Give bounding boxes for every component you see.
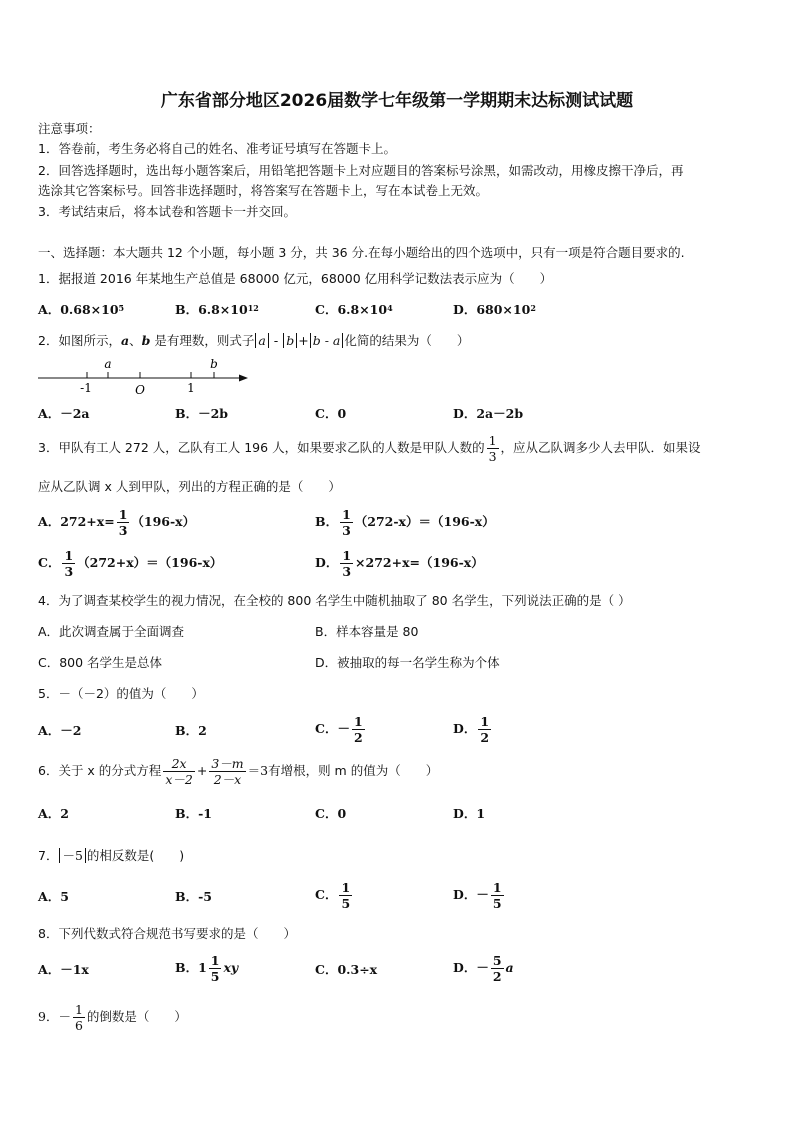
q6-stem: 6．关于 x 的分式方程 $\frac{2x}{x-2}$ + $\frac{3-m}{2-x}$ ＝3有增根，则 m 的值为（ ） bbox=[38, 756, 439, 787]
q4-option-c: C．800 名学生是总体 bbox=[38, 655, 163, 670]
q8-option-c: C．0.3÷x bbox=[315, 962, 378, 977]
notice-item-2-cont: 选涂其它答案标号。回答非选择题时，将答案写在答题卡上，写在本试卷上无效。 bbox=[38, 183, 489, 198]
section-heading: 一、选择题：本大题共 12 个小题，每小题 3 分，共 36 分.在每小题给出的四个选项中，只有一项是符合题目要求的. bbox=[38, 245, 685, 260]
number-line bbox=[36, 356, 250, 398]
label-b: b bbox=[210, 357, 218, 371]
q6-option-a: A．2 bbox=[38, 806, 69, 821]
q1-option-b: B．$6.8\times 10^{12}$ bbox=[175, 302, 259, 317]
q4-option-b: B．样本容量是 80 bbox=[315, 624, 419, 639]
q8-option-b: B．1 $\frac{1}{5}$ xy bbox=[175, 953, 239, 984]
q3-option-b: B． $\frac{1}{3}$ （272-x）＝（196-x） bbox=[315, 507, 495, 538]
q2-stem: 2．如图所示，a、b 是有理数，则式子 a - b + b - a 化简的结果为（ ） bbox=[38, 333, 470, 348]
q3-option-d: D． $\frac{1}{3}$ ×272+x=（196-x） bbox=[315, 548, 484, 579]
q6-option-d: D．1 bbox=[453, 806, 486, 821]
q1-option-d: D．$680\times 10^2$ bbox=[453, 302, 536, 317]
label-minus1: -1 bbox=[80, 381, 92, 395]
notice-item-2: 2．回答选择题时，选出每小题答案后，用铅笔把答题卡上对应题目的答案标号涂黑，如需改动，用橡皮擦干净后，再 bbox=[38, 163, 684, 178]
q5-stem: 5．－（－2）的值为（ ） bbox=[38, 686, 204, 701]
q5-option-b: B．2 bbox=[175, 723, 207, 738]
q2-option-c: C．0 bbox=[315, 406, 347, 421]
notice-heading: 注意事项： bbox=[38, 121, 101, 136]
q4-stem: 4．为了调查某校学生的视力情况，在全校的 800 名学生中随机抽取了 80 名学生，下列说法正确的是（ ） bbox=[38, 593, 631, 608]
number-line-arrow bbox=[239, 375, 248, 382]
label-a: a bbox=[104, 357, 112, 371]
q6-option-b: B．-1 bbox=[175, 806, 212, 821]
q8-option-d: D．－ $\frac{5}{2}$ a bbox=[453, 953, 514, 984]
notice-item-3: 3．考试结束后，将本试卷和答题卡一并交回。 bbox=[38, 204, 296, 219]
q4-option-a: A．此次调查属于全面调查 bbox=[38, 624, 185, 639]
q2-option-b: B．－2b bbox=[175, 406, 229, 421]
q3-fraction: $\frac{1}{3}$ bbox=[488, 433, 497, 464]
q3-stem-line1: 3．甲队有工人 272 人，乙队有工人 196 人，如果要求乙队的人数是甲队人数的 $\frac{1}{3}$ ，应从乙队调多少人去甲队．如果设 bbox=[38, 433, 701, 464]
q1-stem: 1．据报道 2016 年某地生产总值是 68000 亿元，68000 亿用科学记数法表示应为（ ） bbox=[38, 271, 553, 286]
q2-option-d: D．2a－2b bbox=[453, 406, 524, 421]
q3-stem-line2: 应从乙队调 x 人到甲队，列出的方程正确的是（ ） bbox=[38, 479, 341, 494]
q4-option-d: D．被抽取的每一名学生称为个体 bbox=[315, 655, 500, 670]
q7-option-c: C． $\frac{1}{5}$ bbox=[315, 880, 351, 911]
q1-option-a: A．$0.68\times 10^5$ bbox=[38, 302, 125, 317]
q3-option-a: A．272+x= $\frac{1}{3}$ （196-x） bbox=[38, 507, 196, 538]
q9-stem: 9．－ $\frac{1}{6}$ 的倒数是（ ） bbox=[38, 1002, 187, 1033]
q7-option-b: B．-5 bbox=[175, 889, 212, 904]
q2-option-a: A．－2a bbox=[38, 406, 90, 421]
q7-option-a: A．5 bbox=[38, 889, 69, 904]
label-1: 1 bbox=[187, 381, 195, 395]
notice-item-1: 1．答卷前，考生务必将自己的姓名、准考证号填写在答题卡上。 bbox=[38, 141, 396, 156]
q7-option-d: D．－ $\frac{1}{5}$ bbox=[453, 880, 502, 911]
q6-option-c: C．0 bbox=[315, 806, 347, 821]
q5-option-d: D． $\frac{1}{2}$ bbox=[453, 714, 490, 745]
q5-option-c: C．－ $\frac{1}{2}$ bbox=[315, 714, 363, 745]
q5-option-a: A．－2 bbox=[38, 723, 82, 738]
q3-option-c: C． $\frac{1}{3}$ （272+x）＝（196-x） bbox=[38, 548, 223, 579]
q8-stem: 8．下列代数式符合规范书写要求的是（ ） bbox=[38, 926, 296, 941]
q8-option-a: A．－1x bbox=[38, 962, 89, 977]
label-origin: O bbox=[135, 383, 145, 397]
page-title: 广东省部分地区2026届数学七年级第一学期期末达标测试试题 bbox=[160, 91, 634, 111]
q1-option-c: C．$6.8\times 10^4$ bbox=[315, 302, 393, 317]
q7-stem: 7． －5 的相反数是( ) bbox=[38, 848, 185, 863]
